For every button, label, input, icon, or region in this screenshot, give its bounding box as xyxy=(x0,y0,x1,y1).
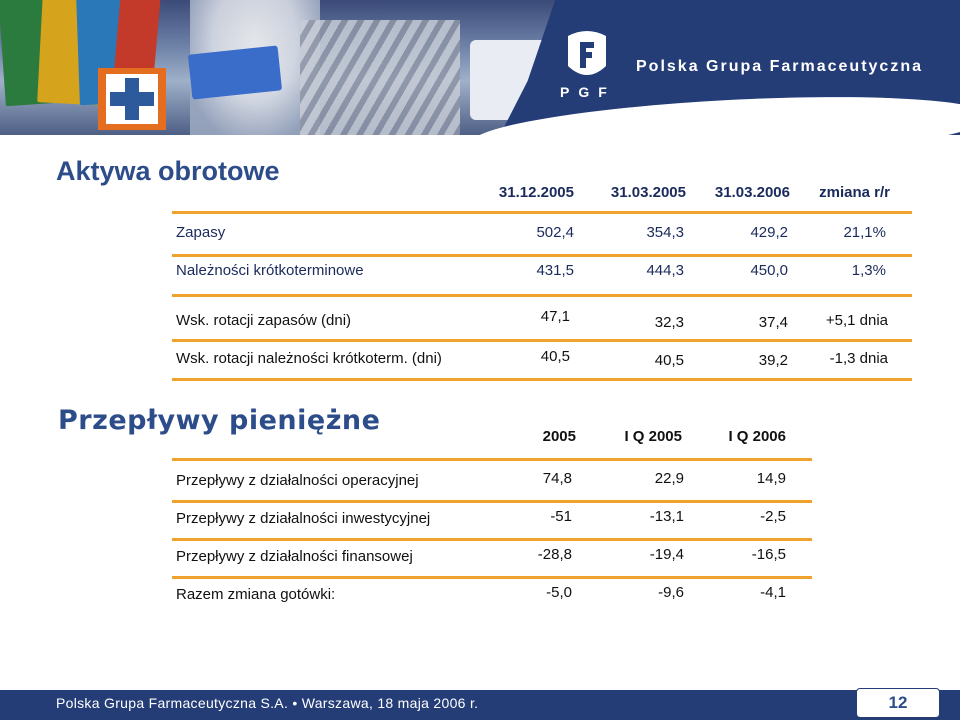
divider xyxy=(172,538,812,541)
cell-value: 21,1% xyxy=(843,224,886,241)
table-row xyxy=(172,542,912,572)
table-row xyxy=(172,580,912,610)
cell-value: 502,4 xyxy=(536,224,574,241)
cell-value: 32,3 xyxy=(654,314,684,331)
cell-value: 74,8 xyxy=(542,470,572,487)
cell-value: 47,1 xyxy=(540,308,570,325)
cell-value: 22,9 xyxy=(654,470,684,487)
cell-value: 40,5 xyxy=(654,352,684,369)
logo-text: PGF xyxy=(560,84,616,100)
row-label: Razem zmiana gotówki: xyxy=(176,586,336,603)
table-row xyxy=(172,306,912,336)
footer-text: Polska Grupa Farmaceutyczna S.A. • Warszawa, 18 maja 2006 r. xyxy=(56,695,479,711)
cell-value: 431,5 xyxy=(536,262,574,279)
table-row xyxy=(172,344,912,374)
cell-value: -4,1 xyxy=(760,584,786,601)
cell-value: -5,0 xyxy=(546,584,572,601)
divider xyxy=(172,211,912,214)
pharmacy-cross-icon xyxy=(98,68,166,130)
cell-value: -28,8 xyxy=(537,546,572,563)
column-header: 31.03.2005 xyxy=(610,184,686,201)
cell-value: 429,2 xyxy=(750,224,788,241)
divider xyxy=(172,339,912,342)
divider xyxy=(172,458,812,461)
column-header: zmiana r/r xyxy=(819,184,890,201)
row-label: Przepływy z działalności operacyjnej xyxy=(176,472,419,489)
row-label: Wsk. rotacji należności krótkoterm. (dni) xyxy=(176,350,442,367)
column-header: 2005 xyxy=(542,428,576,445)
column-header: I Q 2005 xyxy=(624,428,682,445)
cell-value: 40,5 xyxy=(540,348,570,365)
table-row xyxy=(172,504,912,534)
table-row xyxy=(172,256,912,286)
table-row xyxy=(172,466,912,496)
header-banner xyxy=(0,0,960,135)
column-header: I Q 2006 xyxy=(728,428,786,445)
cell-value: -2,5 xyxy=(760,508,786,525)
row-label: Przepływy z działalności finansowej xyxy=(176,548,413,565)
cell-value: -16,5 xyxy=(751,546,786,563)
row-label: Przepływy z działalności inwestycyjnej xyxy=(176,510,431,527)
cell-value: 39,2 xyxy=(758,352,788,369)
cell-value: -51 xyxy=(550,508,572,525)
divider xyxy=(172,576,812,579)
cell-value: -19,4 xyxy=(649,546,684,563)
cell-value: -1,3 dnia xyxy=(829,350,888,367)
row-label: Wsk. rotacji zapasów (dni) xyxy=(176,312,352,329)
row-label: Należności krótkoterminowe xyxy=(176,262,364,279)
table-row xyxy=(172,218,912,248)
cell-value: 1,3% xyxy=(851,262,886,279)
section-title-cash-flows: Przepływy pieniężne xyxy=(58,405,381,436)
section-title-current-assets: Aktywa obrotowe xyxy=(56,156,280,186)
footer-bar xyxy=(0,690,960,720)
cell-value: +5,1 dnia xyxy=(825,312,888,329)
divider xyxy=(172,500,812,503)
cell-value: 37,4 xyxy=(758,314,788,331)
company-name: Polska Grupa Farmaceutyczna xyxy=(636,58,923,75)
cell-value: 444,3 xyxy=(646,262,684,279)
page-number-badge xyxy=(856,688,940,718)
cell-value: -9,6 xyxy=(658,584,684,601)
header-photo xyxy=(0,0,560,135)
cell-value: 14,9 xyxy=(756,470,786,487)
row-label: Zapasy xyxy=(176,224,226,241)
cell-value: 354,3 xyxy=(646,224,684,241)
divider xyxy=(172,378,912,381)
divider xyxy=(172,294,912,297)
column-header: 31.12.2005 xyxy=(498,184,574,201)
column-header: 31.03.2006 xyxy=(714,184,790,201)
cell-value: -13,1 xyxy=(649,508,684,525)
cell-value: 450,0 xyxy=(750,262,788,279)
page-number: 12 xyxy=(888,693,908,712)
